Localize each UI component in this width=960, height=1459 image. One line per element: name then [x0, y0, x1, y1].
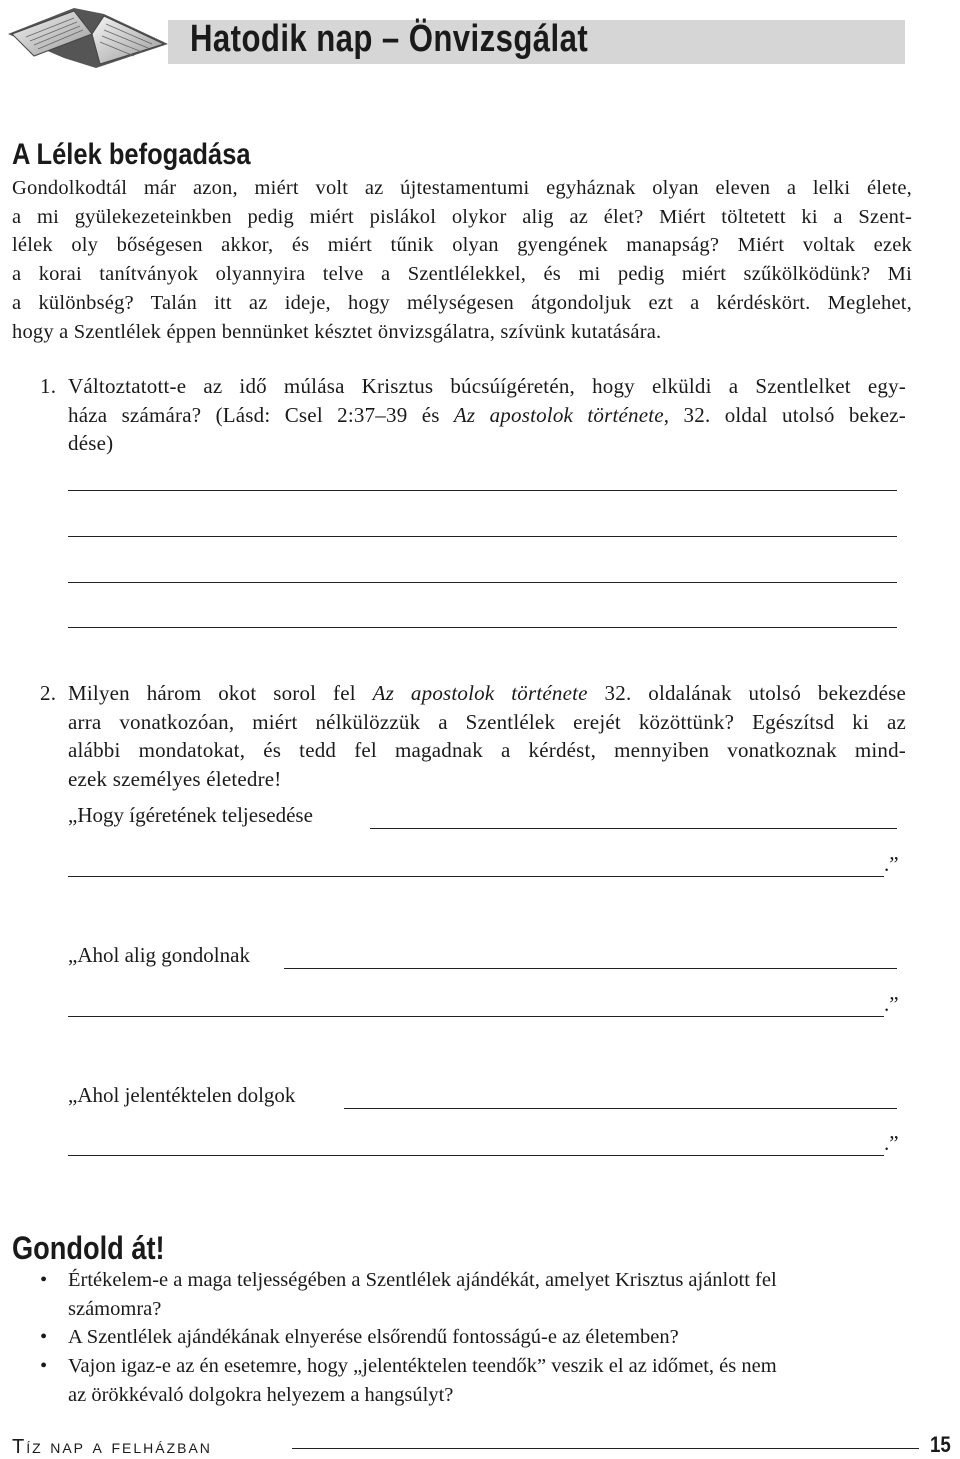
text-run: Milyen három okot sorol fel	[68, 681, 373, 705]
intro-line: lélek oly bőségesen akkor, és miért tűnik olyan gyengének manapság? Miért voltak ezek	[12, 234, 912, 257]
answer-line[interactable]	[68, 1016, 884, 1017]
list-item	[34, 1352, 914, 1409]
bullet: •	[40, 1269, 48, 1291]
question-line: alábbi mondatokat, és tedd fel magadnak a kérdést, mennyiben vonatkoznak mind-	[68, 738, 906, 763]
answer-line[interactable]	[370, 828, 897, 829]
bullet: •	[40, 1326, 48, 1349]
answer-line[interactable]	[68, 582, 897, 583]
intro-paragraph	[12, 174, 912, 346]
fill-in-prompt: „Ahol alig gondolnak	[68, 943, 250, 967]
list-item-line: az örökkévaló dolgokra helyezem a hangsúlyt?	[68, 1383, 454, 1406]
answer-line[interactable]	[68, 536, 897, 537]
footer-book-title: Tíz nap a felházban	[12, 1436, 212, 1458]
question-line: dése)	[68, 431, 114, 456]
reflection-list	[34, 1266, 914, 1410]
question-line: Változtatott-e az idő múlása Krisztus búcsúígéretén, hogy elküldi a Szentlelket egy-	[68, 374, 906, 398]
list-item-line: Vajon igaz-e az én esetemre, hogy „jelentéktelen teendők” veszik el az időmet, és nem	[68, 1355, 777, 1378]
bullet: •	[40, 1355, 48, 1378]
reflection-heading: Gondold át!	[12, 1230, 165, 1266]
closing-quote: .”	[884, 992, 899, 1016]
intro-line: hogy a Szentlélek éppen bennünket késztet önvizsgálatra, szívünk kutatására.	[12, 320, 662, 343]
list-item-line: A Szentlélek ajándékának elnyerése elsőrendű fontosságú-e az életemben?	[68, 1326, 679, 1349]
question-line	[68, 679, 906, 708]
answer-line[interactable]	[68, 490, 897, 491]
question-1-text	[68, 372, 906, 458]
book-title-italic: Az apostolok története	[453, 402, 664, 427]
intro-line: a mi gyülekezeteinkben pedig miért pislákol olykor alig az élet? Miért töltetett ki a Szent-	[12, 205, 912, 228]
intro-line: a különbség? Talán itt az ideje, hogy mélységesen átgondoljuk ezt a kérdéskört. Meglehet,	[12, 291, 912, 314]
intro-line: a korai tanítványok olyannyira telve a Szentlélekkel, és mi pedig miért szűkölködünk? Mi	[12, 263, 912, 286]
answer-line[interactable]	[284, 968, 897, 969]
closing-quote: .”	[884, 852, 899, 876]
answer-line[interactable]	[344, 1108, 897, 1109]
fill-in-prompt: „Ahol jelentéktelen dolgok	[68, 1083, 296, 1107]
fill-in-prompt: „Hogy ígéretének teljesedése	[68, 803, 313, 827]
section-heading: A Lélek befogadása	[12, 138, 251, 171]
list-item	[34, 1266, 914, 1323]
book-title-italic: Az apostolok története	[372, 681, 588, 705]
page-title: Hatodik nap – Önvizsgálat	[190, 18, 589, 60]
answer-line[interactable]	[68, 876, 884, 877]
question-line	[68, 401, 906, 430]
page-number: 15	[930, 1432, 951, 1457]
closing-quote: .”	[884, 1131, 899, 1155]
intro-line: Gondolkodtál már azon, miért volt az újtestamentumi egyháznak olyan eleven a lelki élete,	[12, 177, 912, 199]
open-bible-icon	[4, 4, 172, 70]
text-run: , 32. oldal utolsó bekez-	[663, 402, 906, 427]
question-2-text	[68, 679, 906, 794]
text-run: 32. oldalának utolsó bekezdése	[587, 681, 907, 705]
question-line: ezek személyes életedre!	[68, 767, 282, 792]
list-item	[34, 1323, 914, 1352]
question-line: arra vonatkozóan, miért nélkülözzük a Szentlélek erejét közöttünk? Egészítsd ki az	[68, 709, 906, 734]
question-number: 1.	[40, 374, 57, 398]
list-item-line: számomra?	[68, 1297, 162, 1320]
list-item-line: Értékelem-e a maga teljességében a Szentlélek ajándékát, amelyet Krisztus ajánlott fel	[68, 1269, 777, 1291]
text-run: háza számára? (Lásd: Csel 2:37–39 és	[68, 402, 454, 427]
footer-divider	[292, 1448, 919, 1449]
answer-line[interactable]	[68, 1155, 884, 1156]
question-number: 2.	[40, 681, 57, 705]
answer-line[interactable]	[68, 627, 897, 628]
